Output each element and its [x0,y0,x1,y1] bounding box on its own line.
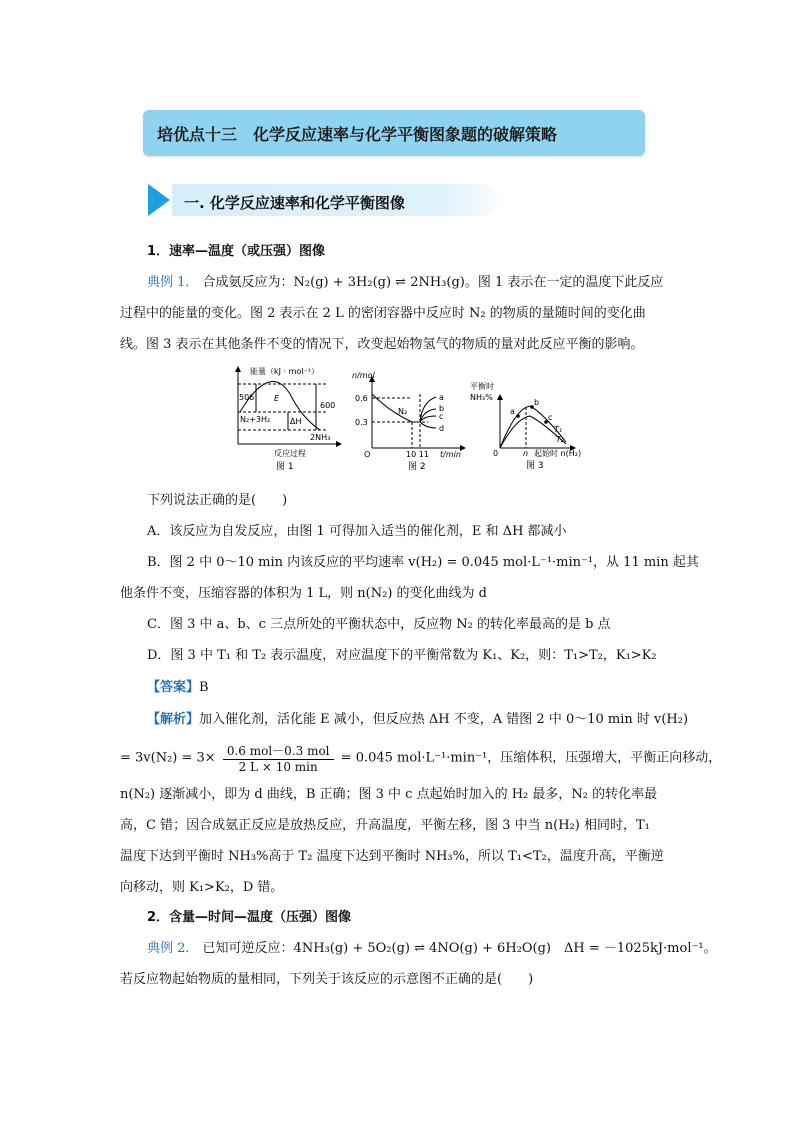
analysis-text-2b: = 0.045 mol·L⁻¹·min⁻¹，压缩体积，压强增大，平衡正向移动， [340,750,722,766]
analysis-text-2a: = 3v(N₂) = 3× [120,750,216,766]
page-title: 培优点十三 化学反应速率与化学平衡图象题的破解策略 [157,125,558,144]
option-d: D．图 3 中 T₁ 和 T₂ 表示温度，对应温度下的平衡常数为 K₁、K₂，则：T₁>T₂，K₁>K₂ [147,648,657,663]
fig2-a: a [439,393,444,402]
fig2-x1011: 10 11 [406,450,429,459]
fig2-d: d [439,424,445,433]
heading-2: 2．含量—时间—温度（压强）图像 [147,910,352,925]
fig3-caption: 图 3 [526,461,544,471]
fig2-origin: O [364,450,371,459]
example-2-line-1 [147,937,717,956]
option-c: C．图 3 中 a、b、c 三点所处的平衡状态中，反应物 N₂ 的转化率最高的是 b 点 [147,617,611,632]
example-2-label: 典例 2． [147,941,199,956]
question-prompt: 下列说法正确的是( ) [147,493,288,508]
fraction-numerator: 0.6 mol－0.3 mol [223,742,334,760]
option-a: A．该反应为自发反应，由图 1 可得加入适当的催化剂，E 和 ΔH 都减小 [147,524,567,539]
figure-3 [470,372,590,472]
fig3-xlabel: 起始时 n(H₂) [534,449,582,458]
analysis-line-4: 高，C 错；因合成氨正反应是放热反应，升高温度，平衡左移，图 3 中当 n(H₂) 相同时，T₁ [120,818,650,833]
fig2-c: c [439,412,444,421]
analysis-line-6: 向移动，则 K₁>K₂，D 错。 [120,880,284,895]
fig3-a: a [510,407,515,416]
fig1-506: 506 [239,393,255,402]
fig1-dH: ΔH [290,417,302,426]
answer-value: B [199,680,209,695]
section-arrow-icon [148,184,170,216]
fig1-caption: 图 1 [276,462,294,472]
fig2-xlabel: t/min [440,450,461,459]
fraction [223,742,334,774]
fig3-origin: 0 [493,449,499,458]
heading-1: 1．速率—温度（或压强）图像 [147,244,326,259]
fig3-c: c [548,413,553,422]
fig1-product: 2NH₃ [310,433,331,442]
analysis-line-1 [147,708,688,727]
fig2-n2: N₂ [398,407,408,416]
fig1-reactants: N₂+3H₂ [240,415,271,424]
fig3-t1: T₁ [554,425,563,434]
answer-label: 【答案】 [147,680,200,695]
example-1-line-3: 线。图 3 表示在其他条件不变的情况下，改变起始物氢气的物质的量对此反应平衡的影响。 [120,337,644,352]
analysis-line-5: 温度下达到平衡时 NH₃%高于 T₂ 温度下达到平衡时 NH₃%，所以 T₁<T₂，温度升高，平衡逆 [120,849,664,864]
fig1-ylabel: 能量（kJ · mol⁻¹） [250,367,319,376]
analysis-line-2 [120,742,721,774]
example-1-label: 典例 1． [147,275,199,290]
fig3-t2: T₂ [556,435,565,444]
example-1-line-2: 过程中的能量的变化。图 2 表示在 2 L 的密闭容器中反应时 N₂ 的物质的量随时间的变化曲 [120,306,646,321]
fig2-y06: 0.6 [355,394,368,403]
figure-1 [228,364,348,474]
fig1-600: 600 [320,401,336,410]
title-banner [143,110,645,156]
figure-2 [350,364,470,474]
analysis-text-1: 加入催化剂，活化能 E 减小，但反应热 ΔH 不变，A 错图 2 中 0～10 min 时 v(H₂) [199,712,689,727]
option-b-line-1: B．图 2 中 0～10 min 内该反应的平均速率 v(H₂) = 0.045 mol·L⁻¹·min⁻¹，从 11 min 起其 [147,555,699,570]
example-2-text: 已知可逆反应：4NH₃(g) + 5O₂(g) ⇌ 4NO(g) + 6H₂O(g) ΔH = －1025kJ·mol⁻¹。 [202,941,717,956]
fig3-n: n [523,449,529,458]
fig3-ylabel-2: NH₃% [470,393,493,402]
example-2-line-2: 若反应物起始物质的量相同，下列关于该反应的示意图不正确的是( ) [120,972,534,987]
fig3-b: b [534,398,540,407]
fig3-ylabel-1: 平衡时 [470,382,494,391]
fig1-xlabel: 反应过程 [274,449,306,458]
fig2-ylabel: n/mol [352,371,375,380]
example-1-text: 合成氨反应为：N₂(g) + 3H₂(g) ⇌ 2NH₃(g)。图 1 表示在一定的温度下此反应 [202,275,664,290]
fig1-E: E [274,394,280,403]
section-title: 一. 化学反应速率和化学平衡图像 [184,194,405,212]
example-1-line-1 [147,271,663,290]
fig2-b: b [439,404,445,413]
analysis-line-3: n(N₂) 逐渐减小，即为 d 曲线，B 正确；图 3 中 c 点起始时加入的 H₂ 最多，N₂ 的转化率最 [120,787,658,802]
fig2-caption: 图 2 [408,462,426,472]
option-b-line-2: 他条件不变，压缩容器的体积为 1 L，则 n(N₂) 的变化曲线为 d [120,586,487,601]
fig2-y03: 0.3 [355,418,368,427]
fraction-denominator: 2 L × 10 min [238,760,318,774]
answer-line [147,676,209,695]
analysis-label: 【解析】 [147,712,200,727]
